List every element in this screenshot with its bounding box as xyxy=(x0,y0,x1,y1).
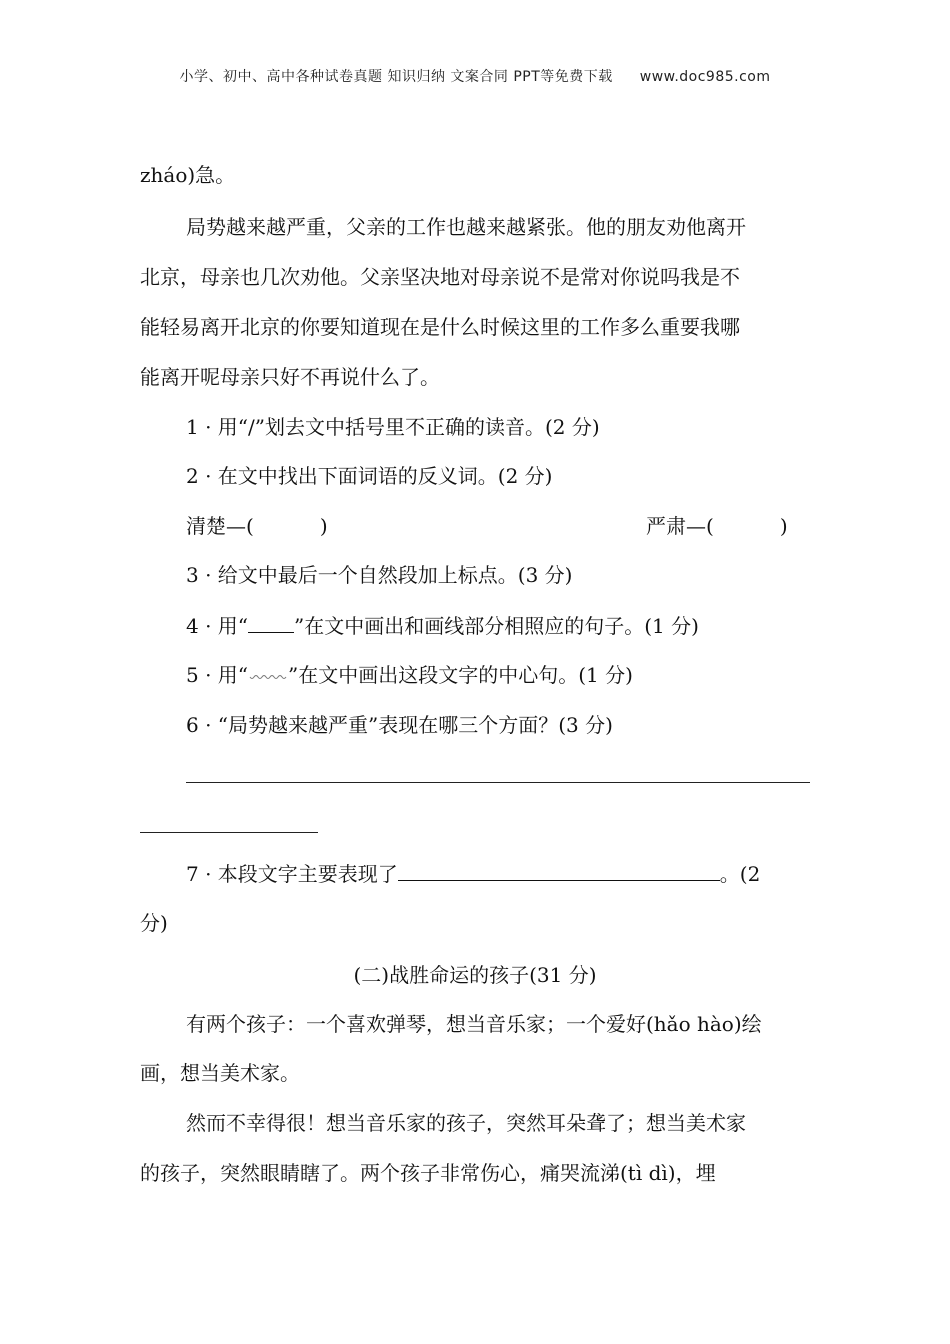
passage-para-line-1: 局势越来越严重，父亲的工作也越来越紧张。他的朋友劝他离开 xyxy=(186,215,746,239)
question-4 xyxy=(186,610,699,641)
q2-word-a: 清楚—( xyxy=(186,514,254,538)
question-7-tail: 分) xyxy=(140,911,168,935)
q7-answer-blank[interactable] xyxy=(398,858,720,881)
q4-prefix: 4 · 用“ xyxy=(186,614,249,638)
q7-suffix: 。(2 xyxy=(719,862,761,886)
passage-para-line-4: 能离开呢母亲只好不再说什么了。 xyxy=(140,365,440,389)
q2-answer-a xyxy=(186,511,328,541)
passage-para-line-3: 能轻易离开北京的你要知道现在是什么时候这里的工作多么重要我哪 xyxy=(140,315,740,339)
question-6: 6 · “局势越来越严重”表现在哪三个方面？(3 分) xyxy=(186,713,613,737)
header-site: www.doc985.com xyxy=(639,69,771,85)
section2-para1-line1: 有两个孩子：一个喜欢弹琴，想当音乐家；一个爱好(hǎo hào)绘 xyxy=(186,1012,762,1036)
question-2: 2 · 在文中找出下面词语的反义词。(2 分) xyxy=(186,464,553,488)
q2-word-b: 严肃—( xyxy=(646,514,714,538)
q6-answer-line-2[interactable] xyxy=(140,832,318,833)
section-title: (二)战胜命运的孩子(31 分) xyxy=(353,963,597,987)
question-7 xyxy=(186,858,760,889)
q6-answer-line-1[interactable] xyxy=(186,782,810,783)
question-5 xyxy=(186,660,633,690)
section2-para2-line1: 然而不幸得很！想当音乐家的孩子，突然耳朵聋了；想当美术家 xyxy=(186,1111,746,1135)
question-1: 1 · 用“/”划去文中括号里不正确的读音。(2 分) xyxy=(186,415,600,439)
q4-suffix: ”在文中画出和画线部分相照应的句子。(1 分) xyxy=(294,614,699,638)
q2-close-b: ) xyxy=(779,514,788,538)
q5-prefix: 5 · 用“ xyxy=(186,663,249,687)
underline-sample xyxy=(248,610,294,633)
wavy-line-icon xyxy=(248,672,288,682)
question-3: 3 · 给文中最后一个自然段加上标点。(3 分) xyxy=(186,563,573,587)
section2-para1-line2: 画，想当美术家。 xyxy=(140,1061,300,1085)
q5-suffix: ”在文中画出这段文字的中心句。(1 分) xyxy=(288,663,633,687)
passage-line-0: zháo)急。 xyxy=(140,163,236,187)
q2-close-a: ) xyxy=(319,514,328,538)
header-text: 小学、初中、高中各种试卷真题 知识归纳 文案合同 PPT等免费下载 xyxy=(179,69,613,85)
q2-answer-b xyxy=(646,511,788,541)
q7-prefix: 7 · 本段文字主要表现了 xyxy=(186,862,398,886)
section2-para2-line2: 的孩子，突然眼睛瞎了。两个孩子非常伤心，痛哭流涕(tì dì)，埋 xyxy=(140,1161,716,1185)
passage-para-line-2: 北京，母亲也几次劝他。父亲坚决地对母亲说不是常对你说吗我是不 xyxy=(140,265,740,289)
page-header xyxy=(0,66,950,86)
